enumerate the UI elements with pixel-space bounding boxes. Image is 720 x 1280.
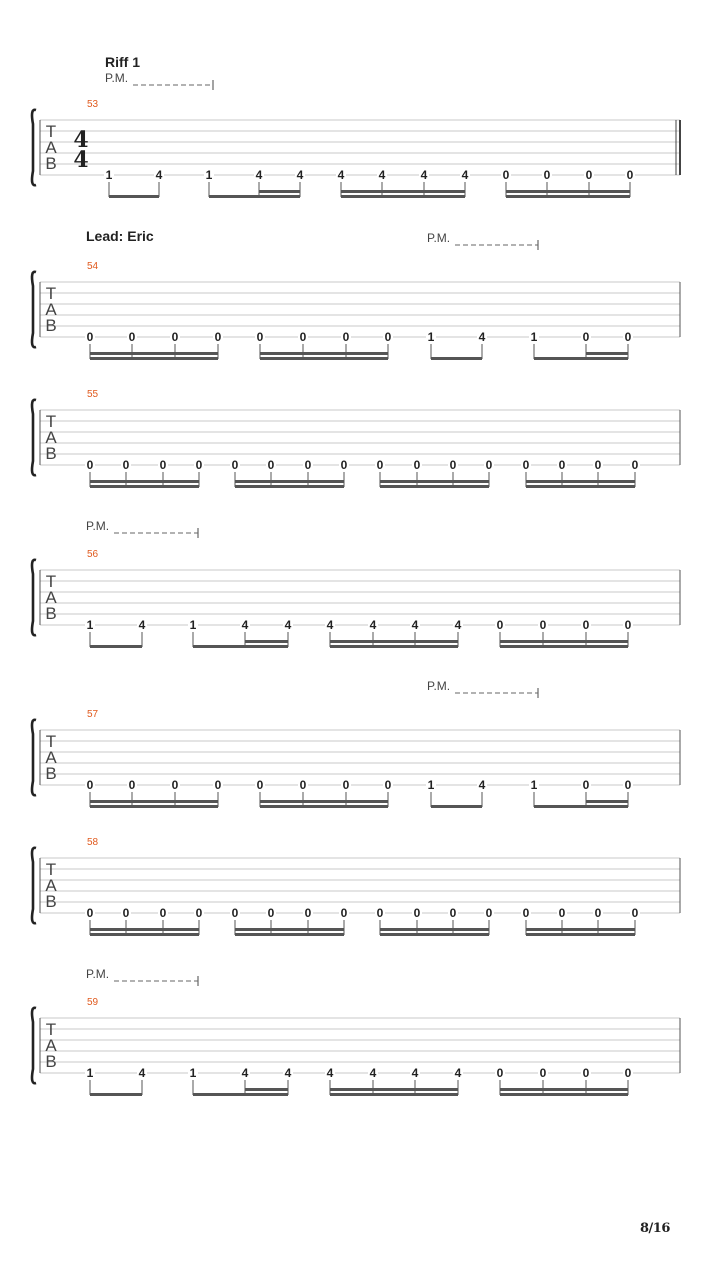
fret-number: 0 xyxy=(122,906,130,920)
measure-number: 56 xyxy=(87,549,99,560)
secondary-beam xyxy=(330,640,458,643)
beam xyxy=(506,195,630,198)
fret-number: 0 xyxy=(86,458,94,472)
secondary-beam xyxy=(586,800,628,803)
fret-number: 0 xyxy=(342,778,350,792)
fret-number: 4 xyxy=(369,618,377,632)
fret-number: 0 xyxy=(543,168,551,182)
fret-number: 0 xyxy=(86,906,94,920)
secondary-beam xyxy=(586,352,628,355)
fret-number: 0 xyxy=(86,778,94,792)
fret-number: 0 xyxy=(122,458,130,472)
fret-number: 0 xyxy=(231,458,239,472)
secondary-beam xyxy=(235,928,344,931)
system-bracket xyxy=(32,272,36,347)
fret-number: 0 xyxy=(340,458,348,472)
fret-number: 4 xyxy=(296,168,304,182)
fret-number: 0 xyxy=(159,458,167,472)
secondary-beam xyxy=(90,928,199,931)
fret-number: 1 xyxy=(205,168,213,182)
fret-number: 4 xyxy=(241,1066,249,1080)
fret-number: 0 xyxy=(159,906,167,920)
fret-number: 0 xyxy=(594,458,602,472)
fret-number: 0 xyxy=(582,330,590,344)
tab-clef-letter: B xyxy=(45,154,57,173)
beam xyxy=(109,195,159,198)
fret-number: 0 xyxy=(594,906,602,920)
fret-number: 0 xyxy=(624,330,632,344)
tab-clef-letter: T xyxy=(45,122,57,141)
fret-number: 4 xyxy=(337,168,345,182)
beam xyxy=(431,357,482,360)
fret-number: 0 xyxy=(299,778,307,792)
fret-number: 4 xyxy=(284,1066,292,1080)
palm-mute-label: P.M. xyxy=(105,71,129,85)
fret-number: 0 xyxy=(256,778,264,792)
fret-number: 0 xyxy=(304,906,312,920)
tab-clef-letter: B xyxy=(45,316,57,335)
measure-number: 59 xyxy=(87,997,99,1008)
palm-mute-label: P.M. xyxy=(427,679,451,693)
fret-number: 0 xyxy=(485,458,493,472)
secondary-beam xyxy=(259,190,300,193)
beam xyxy=(526,933,635,936)
system-bracket xyxy=(32,848,36,923)
fret-number: 0 xyxy=(582,618,590,632)
beam xyxy=(341,195,465,198)
tab-clef-letter: B xyxy=(45,1052,57,1071)
beam xyxy=(260,357,388,360)
secondary-beam xyxy=(260,352,388,355)
fret-number: 4 xyxy=(241,618,249,632)
fret-number: 0 xyxy=(631,458,639,472)
beam xyxy=(90,645,142,648)
secondary-beam xyxy=(500,1088,628,1091)
tab-clef-letter: T xyxy=(45,412,57,431)
fret-number: 0 xyxy=(631,906,639,920)
fret-number: 0 xyxy=(195,458,203,472)
fret-number: 1 xyxy=(427,778,435,792)
time-signature-numerator: 4 xyxy=(73,127,89,153)
beam xyxy=(534,805,628,808)
fret-number: 0 xyxy=(384,778,392,792)
fret-number: 0 xyxy=(558,906,566,920)
fret-number: 0 xyxy=(267,906,275,920)
fret-number: 0 xyxy=(231,906,239,920)
beam xyxy=(90,1093,142,1096)
fret-number: 1 xyxy=(530,330,538,344)
fret-number: 0 xyxy=(624,778,632,792)
secondary-beam xyxy=(245,640,288,643)
fret-number: 4 xyxy=(326,618,334,632)
measure-number: 57 xyxy=(87,709,99,720)
secondary-beam xyxy=(500,640,628,643)
beam xyxy=(330,1093,458,1096)
fret-number: 0 xyxy=(585,168,593,182)
secondary-beam xyxy=(506,190,630,193)
secondary-beam xyxy=(330,1088,458,1091)
secondary-beam xyxy=(90,800,218,803)
palm-mute-label: P.M. xyxy=(86,967,110,981)
secondary-beam xyxy=(90,480,199,483)
secondary-beam xyxy=(245,1088,288,1091)
beam xyxy=(534,357,628,360)
secondary-beam xyxy=(90,352,218,355)
fret-number: 0 xyxy=(340,906,348,920)
palm-mute-label: P.M. xyxy=(427,231,451,245)
fret-number: 0 xyxy=(582,778,590,792)
fret-number: 4 xyxy=(284,618,292,632)
fret-number: 0 xyxy=(376,906,384,920)
fret-number: 0 xyxy=(128,330,136,344)
tab-clef-letter: A xyxy=(45,876,57,895)
fret-number: 4 xyxy=(255,168,263,182)
fret-number: 0 xyxy=(496,618,504,632)
system-bracket xyxy=(32,720,36,795)
fret-number: 1 xyxy=(189,618,197,632)
beam xyxy=(90,805,218,808)
fret-number: 4 xyxy=(138,1066,146,1080)
fret-number: 4 xyxy=(378,168,386,182)
measure-number: 55 xyxy=(87,389,99,400)
fret-number: 4 xyxy=(411,1066,419,1080)
beam xyxy=(90,485,199,488)
page-number: 8/16 xyxy=(640,1221,670,1236)
fret-number: 1 xyxy=(105,168,113,182)
fret-number: 0 xyxy=(626,168,634,182)
tab-clef-letter: B xyxy=(45,764,57,783)
beam xyxy=(260,805,388,808)
beam xyxy=(235,485,344,488)
fret-number: 0 xyxy=(376,458,384,472)
fret-number: 4 xyxy=(369,1066,377,1080)
fret-number: 0 xyxy=(214,778,222,792)
fret-number: 0 xyxy=(171,330,179,344)
fret-number: 4 xyxy=(478,778,486,792)
fret-number: 0 xyxy=(558,458,566,472)
fret-number: 1 xyxy=(86,618,94,632)
fret-number: 0 xyxy=(522,458,530,472)
fret-number: 0 xyxy=(195,906,203,920)
time-signature-denominator: 4 xyxy=(73,147,89,173)
beam xyxy=(526,485,635,488)
fret-number: 0 xyxy=(342,330,350,344)
beam xyxy=(193,1093,288,1096)
secondary-beam xyxy=(235,480,344,483)
tab-clef-letter: A xyxy=(45,428,57,447)
system-bracket xyxy=(32,400,36,475)
beam xyxy=(500,645,628,648)
tab-clef-letter: B xyxy=(45,604,57,623)
fret-number: 0 xyxy=(171,778,179,792)
secondary-beam xyxy=(380,480,489,483)
beam xyxy=(235,933,344,936)
fret-number: 0 xyxy=(624,1066,632,1080)
secondary-beam xyxy=(526,928,635,931)
fret-number: 0 xyxy=(449,458,457,472)
system-bracket xyxy=(32,110,36,185)
tab-clef-letter: B xyxy=(45,892,57,911)
fret-number: 4 xyxy=(454,1066,462,1080)
system-bracket xyxy=(32,1008,36,1083)
secondary-beam xyxy=(380,928,489,931)
palm-mute-label: P.M. xyxy=(86,519,110,533)
beam xyxy=(90,357,218,360)
tab-clef-letter: T xyxy=(45,1020,57,1039)
fret-number: 4 xyxy=(411,618,419,632)
fret-number: 4 xyxy=(326,1066,334,1080)
fret-number: 0 xyxy=(267,458,275,472)
tab-clef-letter: T xyxy=(45,572,57,591)
beam xyxy=(500,1093,628,1096)
measure-number: 53 xyxy=(87,99,99,110)
tab-clef-letter: A xyxy=(45,138,57,157)
tab-clef-letter: A xyxy=(45,300,57,319)
fret-number: 0 xyxy=(539,1066,547,1080)
tab-clef-letter: A xyxy=(45,1036,57,1055)
beam xyxy=(330,645,458,648)
beam xyxy=(380,485,489,488)
secondary-beam xyxy=(260,800,388,803)
fret-number: 0 xyxy=(522,906,530,920)
fret-number: 4 xyxy=(155,168,163,182)
measure-number: 54 xyxy=(87,261,99,272)
fret-number: 1 xyxy=(530,778,538,792)
fret-number: 0 xyxy=(582,1066,590,1080)
tab-clef-letter: A xyxy=(45,748,57,767)
system-bracket xyxy=(32,560,36,635)
beam xyxy=(380,933,489,936)
fret-number: 0 xyxy=(384,330,392,344)
secondary-beam xyxy=(341,190,465,193)
section-label: Lead: Eric xyxy=(86,228,154,244)
tab-clef-letter: T xyxy=(45,284,57,303)
fret-number: 0 xyxy=(502,168,510,182)
fret-number: 0 xyxy=(496,1066,504,1080)
beam xyxy=(90,933,199,936)
tab-clef-letter: T xyxy=(45,860,57,879)
secondary-beam xyxy=(526,480,635,483)
fret-number: 0 xyxy=(128,778,136,792)
fret-number: 4 xyxy=(454,618,462,632)
fret-number: 0 xyxy=(539,618,547,632)
fret-number: 0 xyxy=(624,618,632,632)
fret-number: 0 xyxy=(449,906,457,920)
fret-number: 4 xyxy=(138,618,146,632)
fret-number: 1 xyxy=(86,1066,94,1080)
fret-number: 0 xyxy=(214,330,222,344)
fret-number: 0 xyxy=(299,330,307,344)
tab-clef-letter: T xyxy=(45,732,57,751)
fret-number: 1 xyxy=(427,330,435,344)
tab-clef-letter: B xyxy=(45,444,57,463)
fret-number: 4 xyxy=(420,168,428,182)
fret-number: 4 xyxy=(461,168,469,182)
fret-number: 4 xyxy=(478,330,486,344)
fret-number: 0 xyxy=(304,458,312,472)
fret-number: 0 xyxy=(413,458,421,472)
beam xyxy=(193,645,288,648)
section-label: Riff 1 xyxy=(105,54,140,70)
fret-number: 1 xyxy=(189,1066,197,1080)
tab-clef-letter: A xyxy=(45,588,57,607)
fret-number: 0 xyxy=(485,906,493,920)
fret-number: 0 xyxy=(86,330,94,344)
fret-number: 0 xyxy=(256,330,264,344)
fret-number: 0 xyxy=(413,906,421,920)
beam xyxy=(431,805,482,808)
beam xyxy=(209,195,300,198)
measure-number: 58 xyxy=(87,837,99,848)
